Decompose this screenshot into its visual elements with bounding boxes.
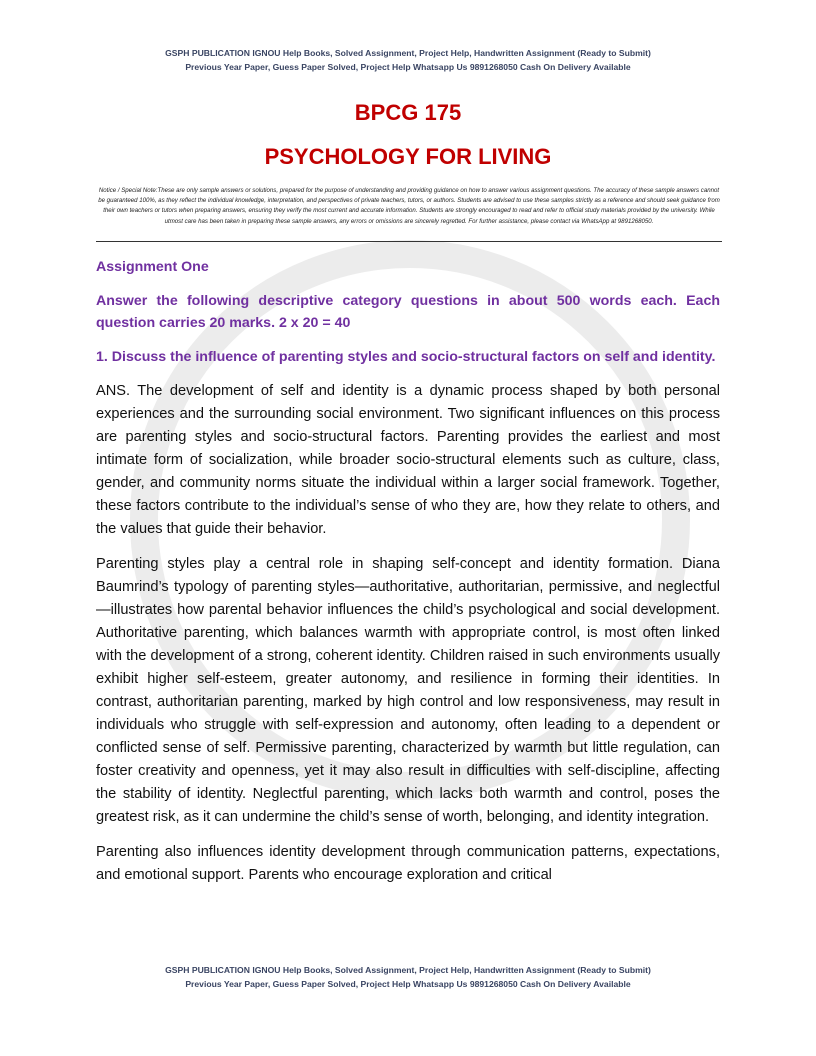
notice-text: Notice / Special Note:These are only sample answers or solutions, prepared for the purpose of understanding and providing guidance on how to answer various assignment questions. The accuracy of these sample answers cannot be guaranteed 100%, as they reflect the individual knowledge, interpretation, and perspectives of private teachers, tutors, or authors. Students are advised to use these samples strictly as a reference and should seek guidance from their own teachers or tutors when preparing answers, ensuring they verify the most current and accurate information. Students are strongly encouraged to read and refer to official study materials provided by the university. While utmost care has been taken in preparing these sample answers, any errors or omissions are sincerely regretted. For further assistance, please contact via WhatsApp at 9891268050. [98,187,720,225]
answer-paragraph: ANS. The development of self and identity is a dynamic process shaped by both personal experiences and the surrounding social environment. Two significant influences on this process are parenting styles and socio-structural factors. Parenting provides the earliest and most intimate form of socialization, while broader socio-structural elements such as culture, class, gender, and community norms situate the individual within a larger social framework. Together, these factors contribute to the individual’s sense of who they are, how they relate to others, and the values that guide their behavior. [96,383,720,537]
instructions: Answer the following descriptive category questions in about 500 words each. Each question carries 20 marks. 2 x 20 = 40 [96,293,720,331]
answer-paragraph: Parenting also influences identity development through communication patterns, expectations, and emotional support. Parents who encourage exploration and critical [96,844,720,883]
header-line-2: Previous Year Paper, Guess Paper Solved, Project Help Whatsapp Us 9891268050 Cash On Delivery Available [185,61,631,72]
document-body [96,256,720,899]
answer-paragraph: Parenting styles play a central role in shaping self-concept and identity formation. Diana Baumrind’s typology of parenting styles—authoritative, authoritarian, permissive, and neglectful—illustrates how parental behavior influences the child’s psychological and social development. Authoritative parenting, which balances warmth with appropriate control, is most often linked with the development of a strong, coherent identity. Children raised in such environments usually exhibit higher self-esteem, greater autonomy, and resilience in forming their identities. In contrast, authoritarian parenting, marked by high control and low responsiveness, may result in individuals who struggle with self-expression and autonomy, often leading to a dependent or conflicted sense of self. Permissive parenting, characterized by warmth but little regulation, can foster creativity and openness, yet it may also result in difficulties with self-discipline, affecting the stability of identity. Neglectful parenting, which lacks both warmth and control, poses the greatest risk, as it can undermine the child’s sense of worth, belonging, and identity integration. [96,556,720,825]
footer-line-1: GSPH PUBLICATION IGNOU Help Books, Solved Assignment, Project Help, Handwritten Assignment (Ready to Submit) [165,965,651,975]
question-1: 1. Discuss the influence of parenting styles and socio-structural factors on self and identity. [96,349,716,365]
divider [96,241,722,242]
section-heading: Assignment One [96,259,209,275]
course-code: BPCG 175 [354,100,462,125]
page-header [0,47,816,74]
course-title: PSYCHOLOGY FOR LIVING [264,144,552,169]
footer-line-2: Previous Year Paper, Guess Paper Solved, Project Help Whatsapp Us 9891268050 Cash On Delivery Available [185,978,631,989]
page-footer [0,964,816,991]
header-line-1: GSPH PUBLICATION IGNOU Help Books, Solved Assignment, Project Help, Handwritten Assignment (Ready to Submit) [165,48,651,58]
